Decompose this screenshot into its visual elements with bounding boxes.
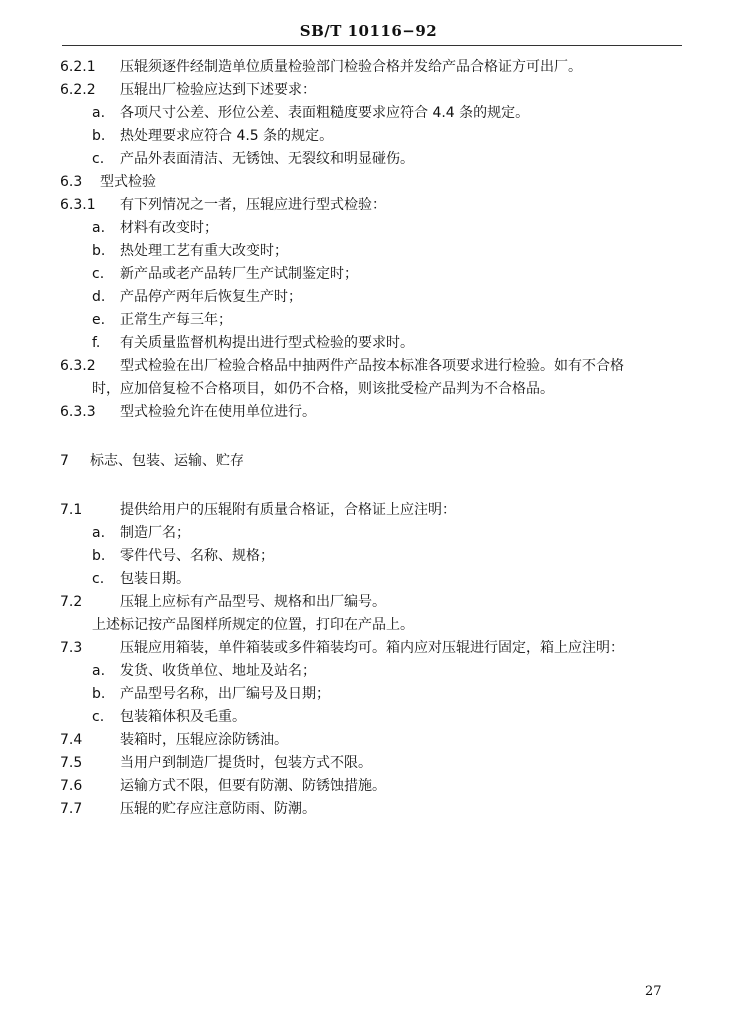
clause-text: 发货、收货单位、地址及站名； — [120, 663, 316, 679]
list-item — [0, 102, 737, 125]
clause-text: 提供给用户的压辊附有质量合格证，合格证上应注明： — [120, 502, 456, 518]
clause-text: 零件代号、名称、规格； — [120, 548, 274, 564]
clause-row — [0, 499, 737, 522]
clause-row — [0, 56, 737, 79]
clause-number: b. — [92, 686, 106, 702]
list-item — [0, 332, 737, 355]
list-item — [0, 217, 737, 240]
clause-number: 7.1 — [60, 502, 83, 518]
clause-number: 7.3 — [60, 640, 83, 656]
clause-row — [0, 729, 737, 752]
clause-row — [0, 194, 737, 217]
clause-text: 运输方式不限，但要有防潮、防锈蚀措施。 — [120, 778, 386, 794]
clause-text: 热处理要求应符合 4.5 条的规定。 — [120, 128, 334, 144]
clause-text: 压辊须逐件经制造单位质量检验部门检验合格并发给产品合格证方可出厂。 — [120, 59, 582, 75]
clause-row — [0, 775, 737, 798]
clause-number: a. — [92, 105, 106, 121]
header-rule — [62, 45, 682, 46]
clause-number: b. — [92, 128, 106, 144]
list-item — [0, 522, 737, 545]
clause-number: c. — [92, 571, 105, 587]
list-item — [0, 263, 737, 286]
clause-number: 6.3.2 — [60, 358, 96, 374]
section-gap — [0, 473, 737, 499]
clause-number: b. — [92, 548, 106, 564]
clause-number: 7.4 — [60, 732, 83, 748]
section-heading — [0, 171, 737, 194]
clause-text: 装箱时，压辊应涂防锈油。 — [120, 732, 288, 748]
clause-row — [0, 401, 737, 424]
clause-text: 型式检验 — [100, 174, 156, 190]
list-item — [0, 286, 737, 309]
document-body — [0, 56, 737, 821]
clause-number: c. — [92, 709, 105, 725]
clause-number: 6.3.3 — [60, 404, 96, 420]
list-item — [0, 309, 737, 332]
clause-number: 7.2 — [60, 594, 83, 610]
list-item — [0, 568, 737, 591]
clause-text: 产品外表面清洁、无锈蚀、无裂纹和明显碰伤。 — [120, 151, 414, 167]
list-item — [0, 683, 737, 706]
clause-number: c. — [92, 266, 105, 282]
clause-row — [0, 355, 737, 378]
clause-row — [0, 79, 737, 102]
clause-number: 6.2.2 — [60, 82, 96, 98]
clause-number: c. — [92, 151, 105, 167]
clause-number: 7.6 — [60, 778, 83, 794]
clause-text: 有下列情况之一者，压辊应进行型式检验： — [120, 197, 386, 213]
clause-number: b. — [92, 243, 106, 259]
list-item — [0, 660, 737, 683]
clause-row — [0, 752, 737, 775]
section-gap — [0, 424, 737, 450]
clause-number: 6.3.1 — [60, 197, 96, 213]
clause-row — [0, 798, 737, 821]
clause-number: e. — [92, 312, 106, 328]
clause-text: 上述标记按产品图样所规定的位置，打印在产品上。 — [92, 617, 414, 633]
chapter-heading — [0, 450, 737, 473]
clause-row — [0, 591, 737, 614]
clause-text: 热处理工艺有重大改变时； — [120, 243, 288, 259]
list-item — [0, 125, 737, 148]
clause-number: f. — [92, 335, 101, 351]
clause-number: a. — [92, 220, 106, 236]
clause-text: 产品型号名称，出厂编号及日期； — [120, 686, 330, 702]
clause-text: 压辊上应标有产品型号、规格和出厂编号。 — [120, 594, 386, 610]
clause-text: 材料有改变时； — [120, 220, 218, 236]
clause-number: a. — [92, 525, 106, 541]
clause-number: 7 — [60, 453, 69, 469]
clause-text: 型式检验在出厂检验合格品中抽两件产品按本标准各项要求进行检验。如有不合格 — [120, 358, 624, 374]
clause-text: 包装箱体积及毛重。 — [120, 709, 246, 725]
clause-number: 7.5 — [60, 755, 83, 771]
clause-number: 6.2.1 — [60, 59, 96, 75]
clause-text: 压辊应用箱装，单件箱装或多件箱装均可。箱内应对压辊进行固定，箱上应注明： — [120, 640, 624, 656]
continuation-line — [0, 378, 737, 401]
list-item — [0, 706, 737, 729]
clause-text: 标志、包装、运输、贮存 — [90, 453, 244, 469]
list-item — [0, 545, 737, 568]
clause-number: d. — [92, 289, 106, 305]
clause-text: 正常生产每三年； — [120, 312, 232, 328]
clause-text: 新产品或老产品转厂生产试制鉴定时； — [120, 266, 358, 282]
clause-row — [0, 637, 737, 660]
clause-text: 型式检验允许在使用单位进行。 — [120, 404, 316, 420]
clause-number: 6.3 — [60, 174, 83, 190]
clause-text: 时，应加倍复检不合格项目，如仍不合格，则该批受检产品判为不合格品。 — [92, 381, 554, 397]
continuation-line — [0, 614, 737, 637]
clause-text: 各项尺寸公差、形位公差、表面粗糙度要求应符合 4.4 条的规定。 — [120, 105, 530, 121]
clause-text: 压辊出厂检验应达到下述要求： — [120, 82, 316, 98]
clause-text: 有关质量监督机构提出进行型式检验的要求时。 — [120, 335, 414, 351]
list-item — [0, 148, 737, 171]
clause-text: 压辊的贮存应注意防雨、防潮。 — [120, 801, 316, 817]
clause-number: a. — [92, 663, 106, 679]
standard-code-header: SB/T 10116−92 — [299, 22, 438, 40]
clause-text: 包装日期。 — [120, 571, 190, 587]
clause-text: 制造厂名； — [120, 525, 190, 541]
page-number: 27 — [645, 984, 662, 999]
clause-number: 7.7 — [60, 801, 83, 817]
clause-text: 当用户到制造厂提货时，包装方式不限。 — [120, 755, 372, 771]
list-item — [0, 240, 737, 263]
clause-text: 产品停产两年后恢复生产时； — [120, 289, 302, 305]
